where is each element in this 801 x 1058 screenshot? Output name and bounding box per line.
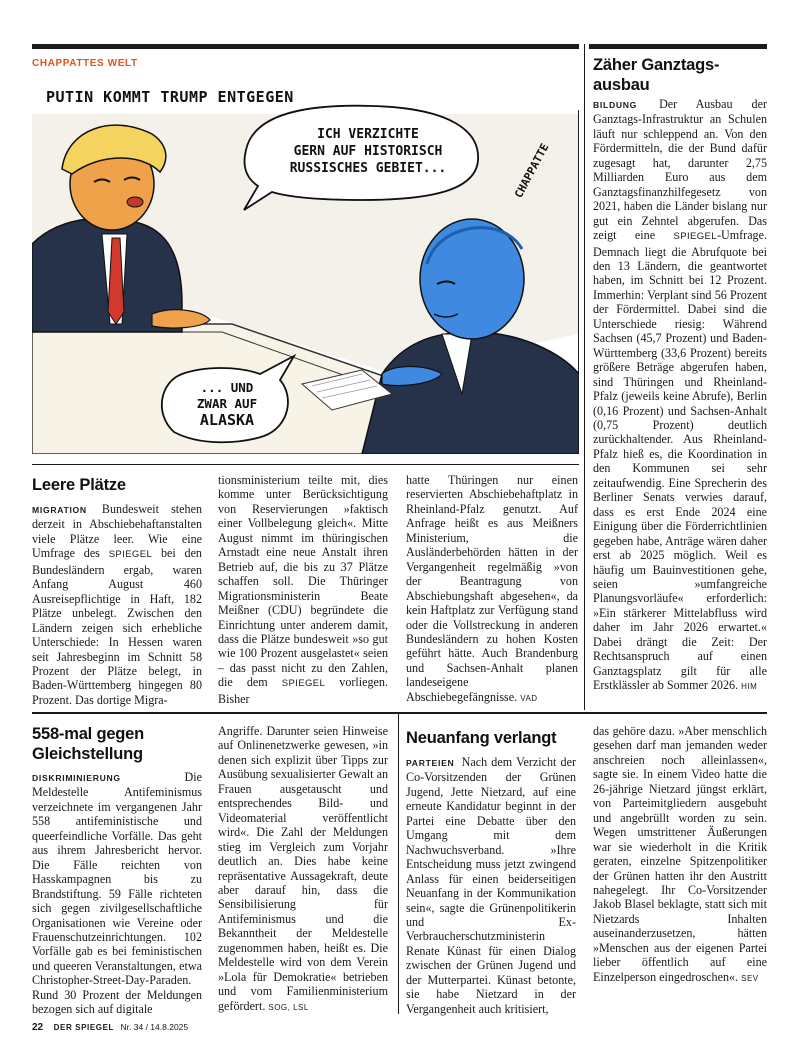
- article-leere-title: Leere Plätze: [32, 476, 126, 494]
- article-neuanfang-title: Neuanfang verlangt: [406, 729, 557, 747]
- article-neuanfang-tag: PARTEIEN: [406, 758, 455, 768]
- bottom-column-divider: [398, 714, 399, 1014]
- mid-rule: [32, 712, 767, 714]
- speech-text-top-line1: ICH VERZICHTE: [317, 127, 419, 142]
- cartoon-panel: [32, 74, 579, 454]
- article-ganztag-body: BILDUNG Der Ausbau der Ganztags-Infrastruktur an Schulen läuft nur schleppend an. Von den Fördermitteln, die der Bund dafür zugesagt hat, darunter 2,75 Milliarden Euro aus dem Ganztagsfinanzhilfegesetz von 2021, haben die Länder bislang nur gut ein Zehntel abgerufen. Das zeigt eine SPIEGEL-Umfrage. Demnach liegt die Abrufquote bei den 13 Ländern, die geantwortet haben, im Schnitt bei 12 Prozent. Immerhin: Verplant sind 56 Prozent der Fördermittel. Dabei sind die Unterschiede riesig: Während Sachsen (45,7 Prozent) und Baden-Württemberg (33,6 Prozent) bereits größere Beträge abgerufen haben, sind Thüringen und Rheinland-Pfalz (jeweils keine Abrufe), Berlin (0,16 Prozent) und Sachsen-Anhalt (0,75 Prozent) deutlich zurückhaltender. Aus Rheinland-Pfalz hieß es, die Koordination in den Kommunen sei sehr zeitaufwendig. Eine Sprecherin des Berliner Senats verwies darauf, dass es erst Ende 2024 eine Einigung über die Förderrichtlinien gegeben habe, Anträge wären daher erst ab 2025 möglich. Weil es häufig um Bauinvestitionen gehe, seien »umfangreiche Planungsvorläufe« erforderlich: »Ein stärkerer Mittelabfluss wird daher im Jahr 2026 erwartet.« Dabei drängt die Zeit: Der Rechtsanspruch auf einen Ganztagsplatz gilt für alle Erstklässler ab Sommer 2026. HIM: [593, 97, 767, 693]
- rule-leere: [32, 464, 579, 465]
- page-number: 22: [32, 1022, 44, 1033]
- article-leere-col1: MIGRATION Bundesweit stehen derzeit in Abschiebehaftanstalten viele Plätze leer. Wie eine Umfrage des SPIEGEL bei den Bundesländern ergab, waren Anfang August 460 Ausreisepflichtige in Haft, 182 Plätze unbelegt. Zwischen den Ländern zeigen sich erhebliche Unterschiede: In Hessen waren seit Jahresbeginn im Schnitt 58 Prozent der Plätze belegt, in Baden-Württemberg hingegen 80 Prozent. Das dortige Migra-: [32, 502, 202, 707]
- article-neuanfang-col1: PARTEIEN Nach dem Verzicht der Co-Vorsitzenden der Grünen Jugend, Jette Nietzard, auf eine erneute Kandidatur beginnt in der Partei eine Debatte über den Umgang mit dem Nachwuchsverband. »Ihre Entscheidung muss jetzt zwingend Anlass für einen beiderseitigen Neuanfang in der Kommunikation sein«, sagte die Grünenpolitikerin und Ex-Verbraucherschutzministerin Renate Künast für einen Dialog zwischen der Grünen Jugend und der Mutterpartei. Künast betonte, sie habe Nietzard in der Vergangenheit auch kritisiert,: [406, 755, 576, 1016]
- speech-text-bottom-line2: ZWAR AUF: [196, 396, 258, 411]
- article-leere-tag: MIGRATION: [32, 505, 87, 515]
- top-rule-right: [589, 44, 767, 49]
- page-footer: [32, 1022, 188, 1033]
- speech-text-top-line2: GERN AUF HISTORISCH: [293, 144, 443, 159]
- article-ganztag-signature: HIM: [741, 682, 758, 692]
- article-ganztag-tag: BILDUNG: [593, 100, 638, 110]
- cartoon-artist-signature: CHAPPATTE: [512, 141, 552, 201]
- speech-text-bottom-line1: ... UND: [200, 380, 254, 395]
- speech-text-top-line3: RUSSISCHES GEBIET...: [289, 161, 447, 176]
- article-gleich-col2: Angriffe. Darunter seien Hinweise auf Onlinenetzwerke gewesen, »in denen sich explizit über Tipps zur Ausübung sexualisierter Gewalt an Frauen ausgetauscht und entsprechendes Bild- und Videomaterial veröffentlicht wird«. Die Zahl der Meldungen stieg im Vergleich zum Vorjahr deutlich an. Dies habe keine repräsentative Aussagekraft, deute aber darauf hin, dass die Sensibilisierung für Antifeminismus und die Bekanntheit der Meldestelle zugenommen haben, heißt es. Die Meldestelle wird von dem Verein »Lola für Demokratie« betrieben und vom Familienministerium gefördert. SOG, LSL: [218, 724, 388, 1013]
- speech-text-bottom-line3: ALASKA: [199, 411, 255, 429]
- article-leere-signature: VAD: [520, 693, 538, 703]
- spiegel-wordmark: SPIEGEL: [673, 231, 717, 243]
- speech-text-top: [268, 126, 468, 177]
- spiegel-wordmark: SPIEGEL: [108, 549, 153, 561]
- cartoon-section-label: CHAPPATTES WELT: [32, 58, 138, 69]
- article-neuanfang-signature: SEV: [741, 973, 759, 983]
- top-rule-left: [32, 44, 579, 49]
- cartoon-caption: PUTIN KOMMT TRUMP ENTGEGEN: [46, 88, 294, 106]
- article-gleich-title: 558-mal gegen Gleichstellung: [32, 725, 145, 763]
- magazine-name: DER SPIEGEL: [53, 1023, 115, 1032]
- speech-text-bottom: [172, 380, 282, 428]
- article-leere-col3: hatte Thüringen nur einen reservierten Abschiebehaftplatz in Rheinland-Pfalz genutzt. Auf Anfrage heißt es aus Meißners Ministerium, die Ausländerbehörden hätten in der Vergangenheit regelmäßig »von der Beantragung von Abschiebungshaft abgesehen«, da kein Haftplatz zur Verfügung stand oder die Vollstreckung in anderen Bundesländern zu hohen Kosten geführt hätte. Auch Brandenburg und Sachsen-Anhalt planen landeseigene Abschiebegefängnisse. VAD: [406, 473, 578, 704]
- article-ganztag-title: Zäher Ganztags-ausbau: [593, 56, 720, 94]
- putin-head: [420, 219, 524, 339]
- article-gleich-col1: DISKRIMINIERUNG Die Meldestelle Antifeminismus verzeichnete im vergangenen Jahr 558 antifeministische und queerfeindliche Vorfälle. Das geht aus ihrem Jahresbericht hervor. Die Fälle reichten von Hasskampagnen bis zu Brandstiftung. 59 Fälle richteten sich gegen zivilgesellschaftliche Organisationen wie Vereine oder Frauenschutzeinrichtungen. 102 Vorfälle gab es bei feministischen und queeren Veranstaltungen, etwa Christopher-Street-Day-Paraden. Rund 30 Prozent der Meldungen bezogen sich auf digitale: [32, 770, 202, 1017]
- article-neuanfang-col2: das gehöre dazu. »Aber menschlich gesehen darf man jemanden weder anschreien noch alleinlassen«, sagte sie. In einem Video hatte die 26-jährige Nietzard jüngst erklärt, von Parteimitgliedern ausgebuht und angebrüllt worden zu sein. Wegen umstrittener Äußerungen war sie wiederholt in die Kritik geraten, einzelne Spitzenpolitiker der Grünen hatten ihr den Austritt nahegelegt. Ihr Co-Vorsitzender Jakob Blasel beklagte, statt sich mit Nietzards Inhalten auseinanderzusetzen, hätten »Menschen aus der eigenen Partei lieber öffentlich auf eine Einzelperson eingedroschen«. SEV: [593, 724, 767, 984]
- article-gleich-tag: DISKRIMINIERUNG: [32, 773, 121, 783]
- sidebar-divider: [584, 44, 585, 710]
- article-leere-col2: tionsministerium teilte mit, dies komme unter Berücksichtigung von Reservierungen »faktisch einer Vollbelegung gleich«. Mitte August nimmt im thüringischen Arnstadt eine neue Anstalt ihren Betrieb auf, die bis zu 37 Plätze schaffen soll. Die Thüringer Migrationsministerin Beate Meißner (CDU) begründete die Einrichtung unter anderem damit, dass die Plätze bundesweit »so gut wie 100 Prozent ausgelastet« seien – das passt nicht zu den Zahlen, die dem SPIEGEL vorliegen. Bisher: [218, 473, 388, 706]
- spiegel-wordmark: SPIEGEL: [281, 678, 326, 690]
- issue-info: Nr. 34 / 14.8.2025: [120, 1022, 189, 1032]
- article-gleich-signature: SOG, LSL: [268, 1002, 309, 1012]
